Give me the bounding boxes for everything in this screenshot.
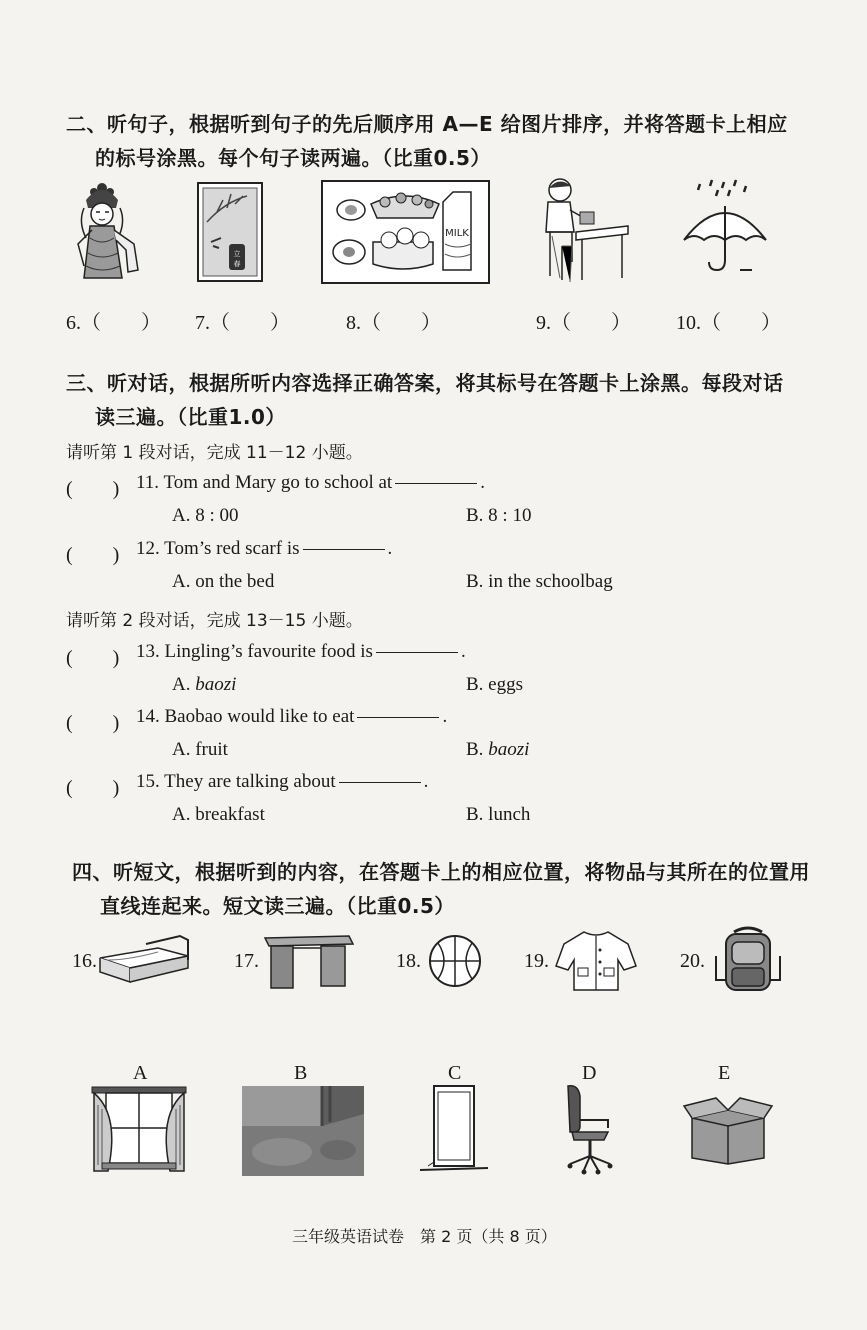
blank-13: [376, 652, 458, 653]
section2-title-line2: 的标号涂黑。每个句子读两遍。（比重0.5）: [95, 146, 491, 170]
question-14: 14. Baobao would like to eat .: [136, 706, 448, 727]
food-milk-icon: [321, 180, 490, 284]
svg-text:立: 立: [233, 250, 241, 258]
item-19-label: 19.: [524, 950, 549, 972]
label-q6: 6.（ ）: [66, 312, 161, 334]
desk-icon: [263, 932, 355, 990]
item-16-label: 16.: [72, 950, 97, 972]
answer-paren-13[interactable]: ( ): [66, 647, 120, 669]
section3-title-line2: 读三遍。（比重1.0）: [95, 405, 286, 429]
schoolbag-icon: [712, 926, 782, 996]
place-c-letter: C: [448, 1062, 462, 1084]
item-18-label: 18.: [396, 950, 421, 972]
item-20-label: 20.: [680, 950, 705, 972]
question-13: 13. Lingling’s favourite food is .: [136, 641, 466, 662]
svg-text:MILK: MILK: [445, 228, 469, 239]
box-icon: [682, 1092, 774, 1166]
bed-icon: [98, 930, 190, 986]
answer-paren-15[interactable]: ( ): [66, 777, 120, 799]
boy-reading-icon: [536, 176, 630, 284]
floor-photo-icon: [242, 1086, 364, 1176]
dialog1-instruction: 请听第 1 段对话，完成 11－12 小题。: [66, 443, 363, 463]
option-12b: B. in the schoolbag: [466, 571, 613, 592]
place-e-letter: E: [718, 1062, 731, 1084]
label-q8: 8.（ ）: [346, 312, 441, 334]
answer-paren-14[interactable]: ( ): [66, 712, 120, 734]
option-14a: A. fruit: [172, 739, 228, 760]
umbrella-rain-icon: [680, 176, 770, 284]
door-icon: [418, 1084, 490, 1176]
label-q7: 7.（ ）: [195, 312, 290, 334]
svg-text:春: 春: [233, 260, 241, 268]
item-17-label: 17.: [234, 950, 259, 972]
section3-title-line1: 三、听对话，根据所听内容选择正确答案，将其标号在答题卡上涂黑。每段对话: [66, 371, 784, 395]
option-11b: B. 8 : 10: [466, 505, 532, 526]
section4-title-line2: 直线连起来。短文读三遍。（比重0.5）: [100, 894, 455, 918]
dialog2-instruction: 请听第 2 段对话，完成 13－15 小题。: [66, 611, 363, 631]
section4-title-line1: 四、听短文，根据听到的内容，在答题卡上的相应位置，将物品与其所在的位置用: [72, 860, 810, 884]
basketball-icon: [428, 934, 482, 988]
painting-scroll-icon: [197, 182, 263, 282]
option-15b: B. lunch: [466, 804, 531, 825]
blank-14: [357, 717, 439, 718]
blank-12: [303, 549, 385, 550]
option-12a: A. on the bed: [172, 571, 275, 592]
label-q9: 9.（ ）: [536, 312, 631, 334]
answer-paren-11[interactable]: ( ): [66, 478, 120, 500]
blank-11: [395, 483, 477, 484]
option-13a: A. baozi: [172, 674, 237, 695]
answer-paren-12[interactable]: ( ): [66, 544, 120, 566]
option-14b: B. baozi: [466, 739, 530, 760]
blank-15: [339, 782, 421, 783]
option-15a: A. breakfast: [172, 804, 265, 825]
window-curtains-icon: [90, 1085, 188, 1177]
question-11: 11. Tom and Mary go to school at .: [136, 472, 485, 493]
place-d-letter: D: [582, 1062, 597, 1084]
question-15: 15. They are talking about .: [136, 771, 429, 792]
office-chair-icon: [558, 1084, 620, 1174]
question-12: 12. Tom’s red scarf is .: [136, 538, 393, 559]
page-footer: 三年级英语试卷 第 2 页（共 8 页）: [292, 1227, 557, 1246]
option-13b: B. eggs: [466, 674, 523, 695]
option-11a: A. 8 : 00: [172, 505, 239, 526]
opera-performer-icon: [72, 178, 152, 283]
place-a-letter: A: [133, 1062, 148, 1084]
coat-icon: [554, 928, 638, 992]
place-b-letter: B: [294, 1062, 308, 1084]
section2-title-line1: 二、听句子，根据听到句子的先后顺序用 A—E 给图片排序，并将答题卡上相应: [66, 112, 788, 136]
label-q10: 10.（ ）: [676, 312, 781, 334]
